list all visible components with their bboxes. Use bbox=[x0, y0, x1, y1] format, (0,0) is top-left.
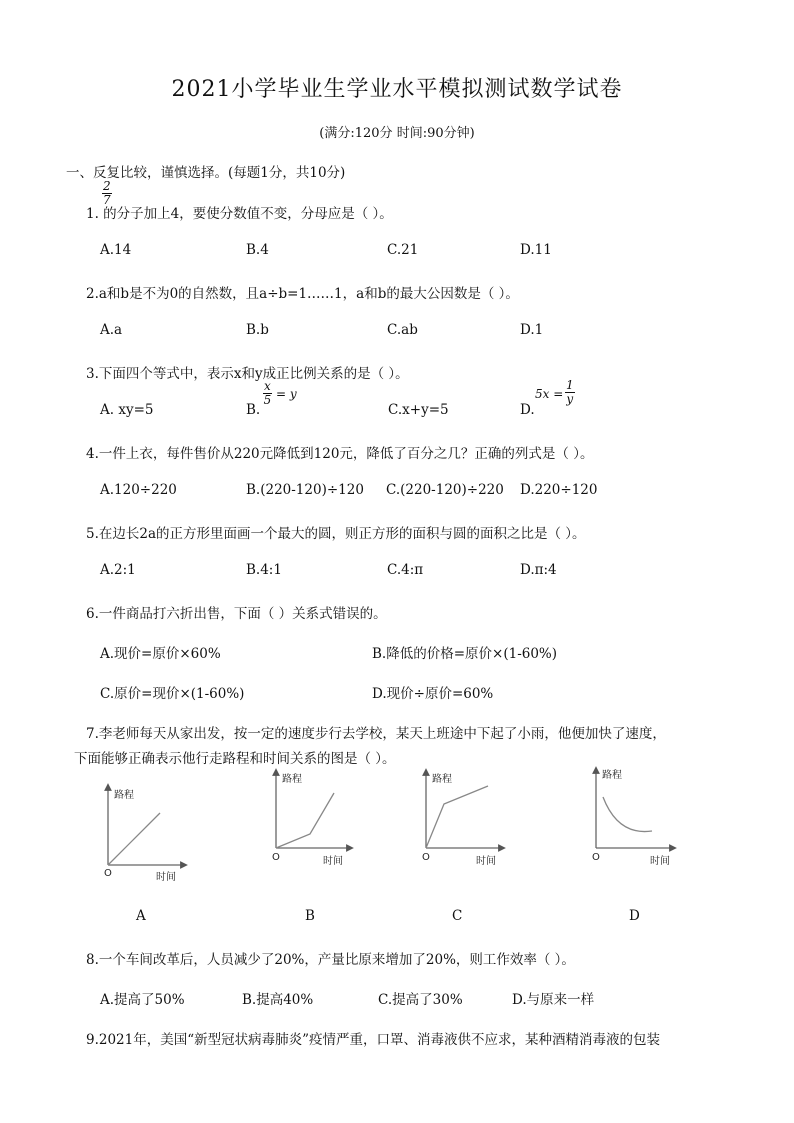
graph-b-xlabel: 时间 bbox=[323, 856, 343, 867]
question-8: 8.一个车间改革后，人员减少了20%，产量比原来增加了20%，则工作效率（ ）。 bbox=[86, 952, 575, 968]
q1-fraction-denominator: 7 bbox=[103, 193, 111, 207]
question-5: 5.在边长2a的正方形里面画一个最大的圆，则正方形的面积与圆的面积之比是（ ）。 bbox=[86, 526, 586, 542]
q2-option-b[interactable]: B.b bbox=[246, 322, 269, 338]
q6-option-b[interactable]: B.降低的价格=原价×(1-60%) bbox=[372, 646, 558, 662]
question-1: 1. 的分子加上4，要使分数值不变，分母应是（ ）。 bbox=[86, 206, 393, 222]
q3-b-rhs: = y bbox=[276, 387, 297, 401]
q1-fraction-numerator: 2 bbox=[103, 179, 111, 193]
q5-option-a[interactable]: A.2:1 bbox=[100, 562, 136, 578]
graph-c-origin: O bbox=[422, 852, 430, 863]
graph-a[interactable] bbox=[104, 787, 184, 883]
q4-option-a[interactable]: A.120÷220 bbox=[100, 482, 177, 498]
question-9: 9.2021年，美国“新型冠状病毒肺炎”疫情严重，口罩、消毒液供不应求，某种酒精消毒液的包装 bbox=[86, 1032, 661, 1048]
graph-b[interactable] bbox=[272, 772, 350, 867]
exam-info: (满分:120分 时间:90分钟) bbox=[319, 126, 475, 141]
question-7-line-2: 下面能够正确表示他行走路程和时间关系的图是（ ）。 bbox=[74, 751, 396, 767]
q1-option-d[interactable]: D.11 bbox=[520, 242, 552, 258]
q4-option-b[interactable]: B.(220-120)÷120 bbox=[246, 482, 364, 498]
q3-d-lhs: 5x = bbox=[535, 387, 564, 401]
graph-d[interactable] bbox=[592, 768, 673, 867]
q4-option-d[interactable]: D.220÷120 bbox=[520, 482, 598, 498]
graph-d-xlabel: 时间 bbox=[650, 856, 670, 867]
q1-option-a[interactable]: A.14 bbox=[100, 242, 132, 258]
graph-d-origin: O bbox=[592, 852, 600, 863]
graph-a-origin: O bbox=[104, 868, 112, 879]
graph-a-ylabel: 路程 bbox=[114, 790, 134, 801]
graph-a-xlabel: 时间 bbox=[156, 872, 176, 883]
graph-b-origin: O bbox=[272, 852, 280, 863]
q7-option-a[interactable]: A bbox=[136, 908, 146, 924]
question-4: 4.一件上衣，每件售价从220元降低到120元，降低了百分之几？正确的列式是（ ）。 bbox=[86, 446, 594, 462]
q1-option-b[interactable]: B.4 bbox=[246, 242, 269, 258]
q6-option-d[interactable]: D.现价÷原价=60% bbox=[372, 686, 494, 702]
q5-option-c[interactable]: C.4:π bbox=[387, 562, 424, 578]
q3-option-c[interactable]: C.x+y=5 bbox=[388, 402, 449, 418]
q8-option-b[interactable]: B.提高40% bbox=[242, 992, 314, 1008]
question-2: 2.a和b是不为0的自然数，且a÷b=1……1，a和b的最大公因数是（ ）。 bbox=[86, 286, 519, 302]
q2-option-a[interactable]: A.a bbox=[100, 322, 123, 338]
q3-option-b[interactable]: B. bbox=[246, 402, 261, 418]
q7-option-b[interactable]: B bbox=[305, 908, 315, 924]
q2-option-c[interactable]: C.ab bbox=[387, 322, 418, 338]
q8-option-c[interactable]: C.提高了30% bbox=[378, 992, 463, 1008]
q3-d-numerator: 1 bbox=[566, 378, 574, 392]
graph-d-ylabel: 路程 bbox=[602, 770, 622, 781]
q8-option-d[interactable]: D.与原来一样 bbox=[512, 992, 595, 1008]
q6-option-a[interactable]: A.现价=原价×60% bbox=[100, 646, 221, 662]
question-6: 6.一件商品打六折出售，下面（ ）关系式错误的。 bbox=[86, 606, 387, 622]
q8-option-a[interactable]: A.提高了50% bbox=[100, 992, 185, 1008]
q1-option-c[interactable]: C.21 bbox=[387, 242, 419, 258]
q5-option-d[interactable]: D.π:4 bbox=[520, 562, 557, 578]
graph-b-ylabel: 路程 bbox=[282, 774, 302, 785]
page-title: 2021小学毕业生学业水平模拟测试数学试卷 bbox=[171, 77, 623, 102]
q7-option-c[interactable]: C bbox=[452, 908, 463, 924]
q3-d-denominator: y bbox=[566, 392, 574, 406]
section-heading: 一、反复比较，谨慎选择。(每题1分，共10分) bbox=[66, 165, 346, 181]
question-7-line-1: 7.李老师每天从家出发，按一定的速度步行去学校，某天上班途中下起了小雨，他便加快了速度， bbox=[86, 726, 666, 742]
q3-option-d[interactable]: D. bbox=[520, 402, 535, 418]
q3-b-numerator: x bbox=[264, 379, 271, 393]
q3-b-denominator: 5 bbox=[263, 393, 272, 407]
graph-c[interactable] bbox=[422, 772, 502, 867]
q7-option-d[interactable]: D bbox=[629, 908, 640, 924]
q6-option-c[interactable]: C.原价=现价×(1-60%) bbox=[100, 686, 245, 702]
graph-c-ylabel: 路程 bbox=[432, 774, 452, 785]
graph-c-xlabel: 时间 bbox=[476, 856, 496, 867]
q3-option-a[interactable]: A. xy=5 bbox=[100, 402, 154, 418]
q4-option-c[interactable]: C.(220-120)÷220 bbox=[386, 482, 504, 498]
q2-option-d[interactable]: D.1 bbox=[520, 322, 544, 338]
q5-option-b[interactable]: B.4:1 bbox=[246, 562, 282, 578]
question-3: 3.下面四个等式中，表示x和y成正比例关系的是（ ）。 bbox=[86, 366, 409, 382]
